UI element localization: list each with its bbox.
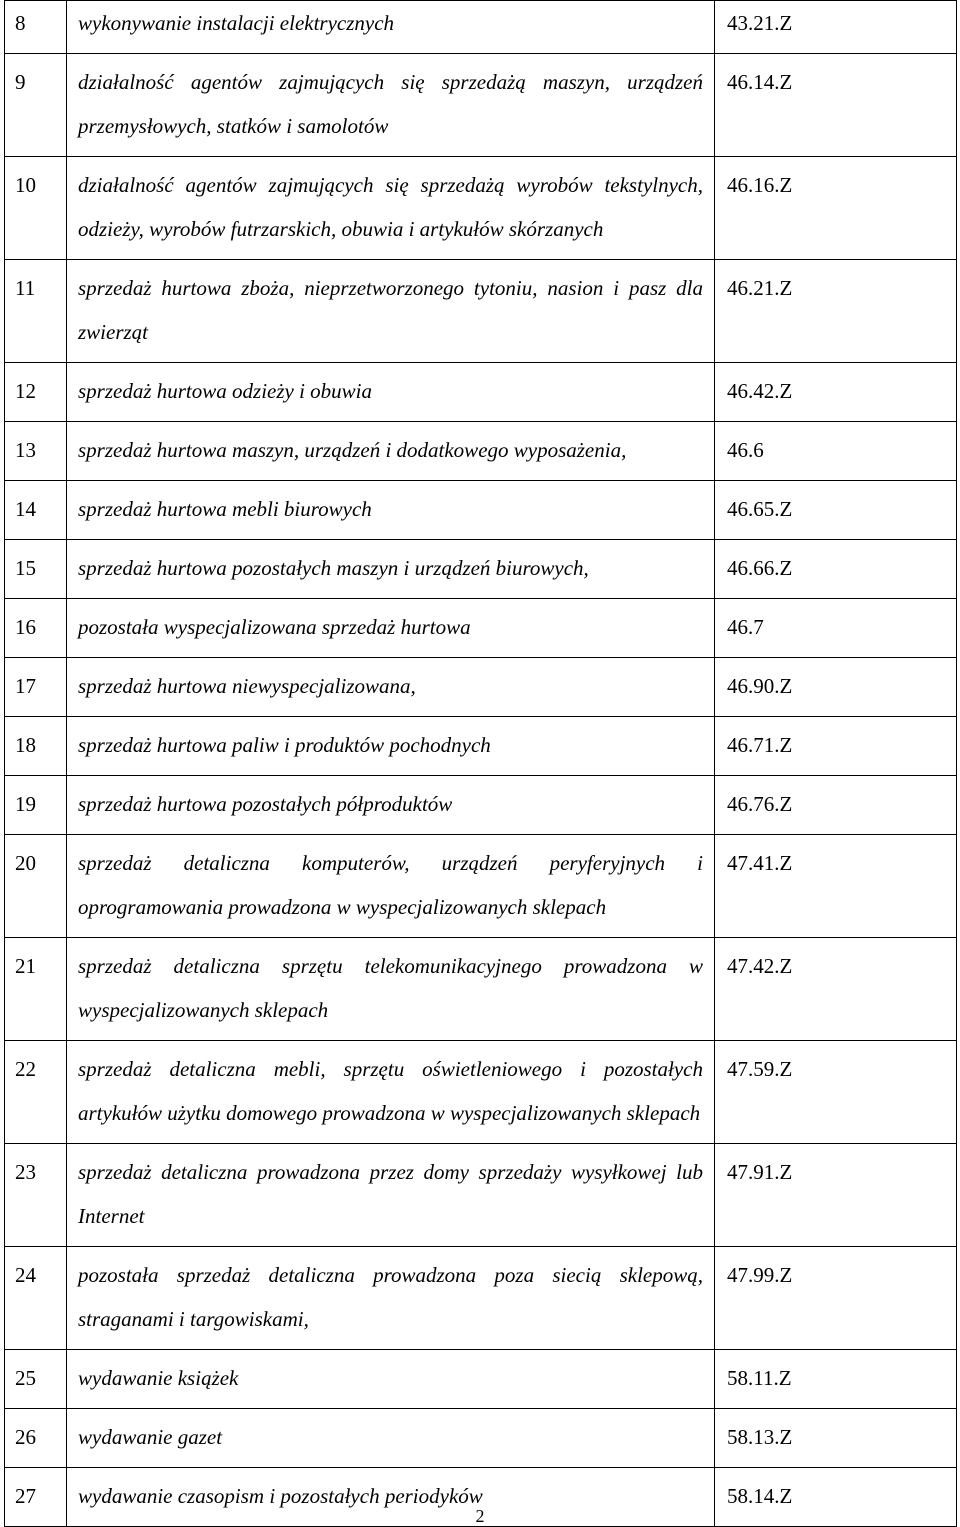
- pkd-code: 46.66.Z: [715, 540, 957, 599]
- activity-description: sprzedaż detaliczna komputerów, urządzeń peryferyjnych i oprogramowania prowadzona w wyspecjalizowanych sklepach: [67, 835, 715, 938]
- activity-description: wydawanie gazet: [67, 1409, 715, 1468]
- activity-description: pozostała sprzedaż detaliczna prowadzona poza siecią sklepową, straganami i targowiskami,: [67, 1247, 715, 1350]
- activity-description: działalność agentów zajmujących się sprzedażą wyrobów tekstylnych, odzieży, wyrobów futrzarskich, obuwia i artykułów skórzanych: [67, 157, 715, 260]
- pkd-code: 58.14.Z: [715, 1468, 957, 1527]
- row-number: 17: [5, 658, 67, 717]
- table-row: [5, 1144, 957, 1247]
- activity-description: sprzedaż hurtowa zboża, nieprzetworzonego tytoniu, nasion i pasz dla zwierząt: [67, 260, 715, 363]
- table-row: [5, 1350, 957, 1409]
- table-row: [5, 260, 957, 363]
- table-row: [5, 776, 957, 835]
- table-row: [5, 54, 957, 157]
- activity-codes-table: [4, 0, 957, 1527]
- activity-description: sprzedaż hurtowa niewyspecjalizowana,: [67, 658, 715, 717]
- pkd-code: 46.16.Z: [715, 157, 957, 260]
- row-number: 15: [5, 540, 67, 599]
- row-number: 23: [5, 1144, 67, 1247]
- pkd-code: 46.21.Z: [715, 260, 957, 363]
- table-body: [5, 1, 957, 1527]
- pkd-code: 46.90.Z: [715, 658, 957, 717]
- row-number: 27: [5, 1468, 67, 1527]
- table-row: [5, 938, 957, 1041]
- table-row: [5, 481, 957, 540]
- row-number: 19: [5, 776, 67, 835]
- row-number: 24: [5, 1247, 67, 1350]
- activity-description: sprzedaż hurtowa pozostałych maszyn i urządzeń biurowych,: [67, 540, 715, 599]
- table-row: [5, 1247, 957, 1350]
- row-number: 14: [5, 481, 67, 540]
- pkd-code: 46.65.Z: [715, 481, 957, 540]
- table-row: [5, 1, 957, 54]
- pkd-code: 47.99.Z: [715, 1247, 957, 1350]
- row-number: 18: [5, 717, 67, 776]
- pkd-code: 46.71.Z: [715, 717, 957, 776]
- activity-description: wydawanie czasopism i pozostałych periodyków: [67, 1468, 715, 1527]
- row-number: 8: [5, 1, 67, 54]
- activity-description: działalność agentów zajmujących się sprzedażą maszyn, urządzeń przemysłowych, statków i samolotów: [67, 54, 715, 157]
- pkd-code: 46.76.Z: [715, 776, 957, 835]
- table-row: [5, 540, 957, 599]
- pkd-code: 58.11.Z: [715, 1350, 957, 1409]
- activity-description: sprzedaż hurtowa paliw i produktów pochodnych: [67, 717, 715, 776]
- activity-description: sprzedaż detaliczna prowadzona przez domy sprzedaży wysyłkowej lub Internet: [67, 1144, 715, 1247]
- pkd-code: 47.59.Z: [715, 1041, 957, 1144]
- pkd-code: 47.41.Z: [715, 835, 957, 938]
- activity-description: sprzedaż hurtowa odzieży i obuwia: [67, 363, 715, 422]
- row-number: 12: [5, 363, 67, 422]
- table-row: [5, 363, 957, 422]
- pkd-code: 47.42.Z: [715, 938, 957, 1041]
- pkd-code: 47.91.Z: [715, 1144, 957, 1247]
- pkd-code: 46.14.Z: [715, 54, 957, 157]
- row-number: 13: [5, 422, 67, 481]
- row-number: 20: [5, 835, 67, 938]
- pkd-code: 58.13.Z: [715, 1409, 957, 1468]
- activity-description: sprzedaż detaliczna sprzętu telekomunikacyjnego prowadzona w wyspecjalizowanych sklepach: [67, 938, 715, 1041]
- row-number: 21: [5, 938, 67, 1041]
- row-number: 16: [5, 599, 67, 658]
- activity-description: sprzedaż hurtowa maszyn, urządzeń i dodatkowego wyposażenia,: [67, 422, 715, 481]
- row-number: 11: [5, 260, 67, 363]
- row-number: 9: [5, 54, 67, 157]
- activity-description: sprzedaż hurtowa pozostałych półproduktów: [67, 776, 715, 835]
- page-number: 2: [475, 1506, 485, 1526]
- row-number: 26: [5, 1409, 67, 1468]
- pkd-code: 46.7: [715, 599, 957, 658]
- table-row: [5, 157, 957, 260]
- table-row: [5, 658, 957, 717]
- row-number: 22: [5, 1041, 67, 1144]
- table-row: [5, 717, 957, 776]
- table-row: [5, 599, 957, 658]
- activity-description: wykonywanie instalacji elektrycznych: [67, 1, 715, 54]
- pkd-code: 43.21.Z: [715, 1, 957, 54]
- activity-description: wydawanie książek: [67, 1350, 715, 1409]
- pkd-code: 46.42.Z: [715, 363, 957, 422]
- row-number: 10: [5, 157, 67, 260]
- activity-description: sprzedaż hurtowa mebli biurowych: [67, 481, 715, 540]
- activity-description: pozostała wyspecjalizowana sprzedaż hurtowa: [67, 599, 715, 658]
- row-number: 25: [5, 1350, 67, 1409]
- table-row: [5, 422, 957, 481]
- table-row: [5, 835, 957, 938]
- table-row: [5, 1409, 957, 1468]
- activity-description: sprzedaż detaliczna mebli, sprzętu oświetleniowego i pozostałych artykułów użytku domowego prowadzona w wyspecjalizowanych sklepach: [67, 1041, 715, 1144]
- pkd-code: 46.6: [715, 422, 957, 481]
- table-row: [5, 1041, 957, 1144]
